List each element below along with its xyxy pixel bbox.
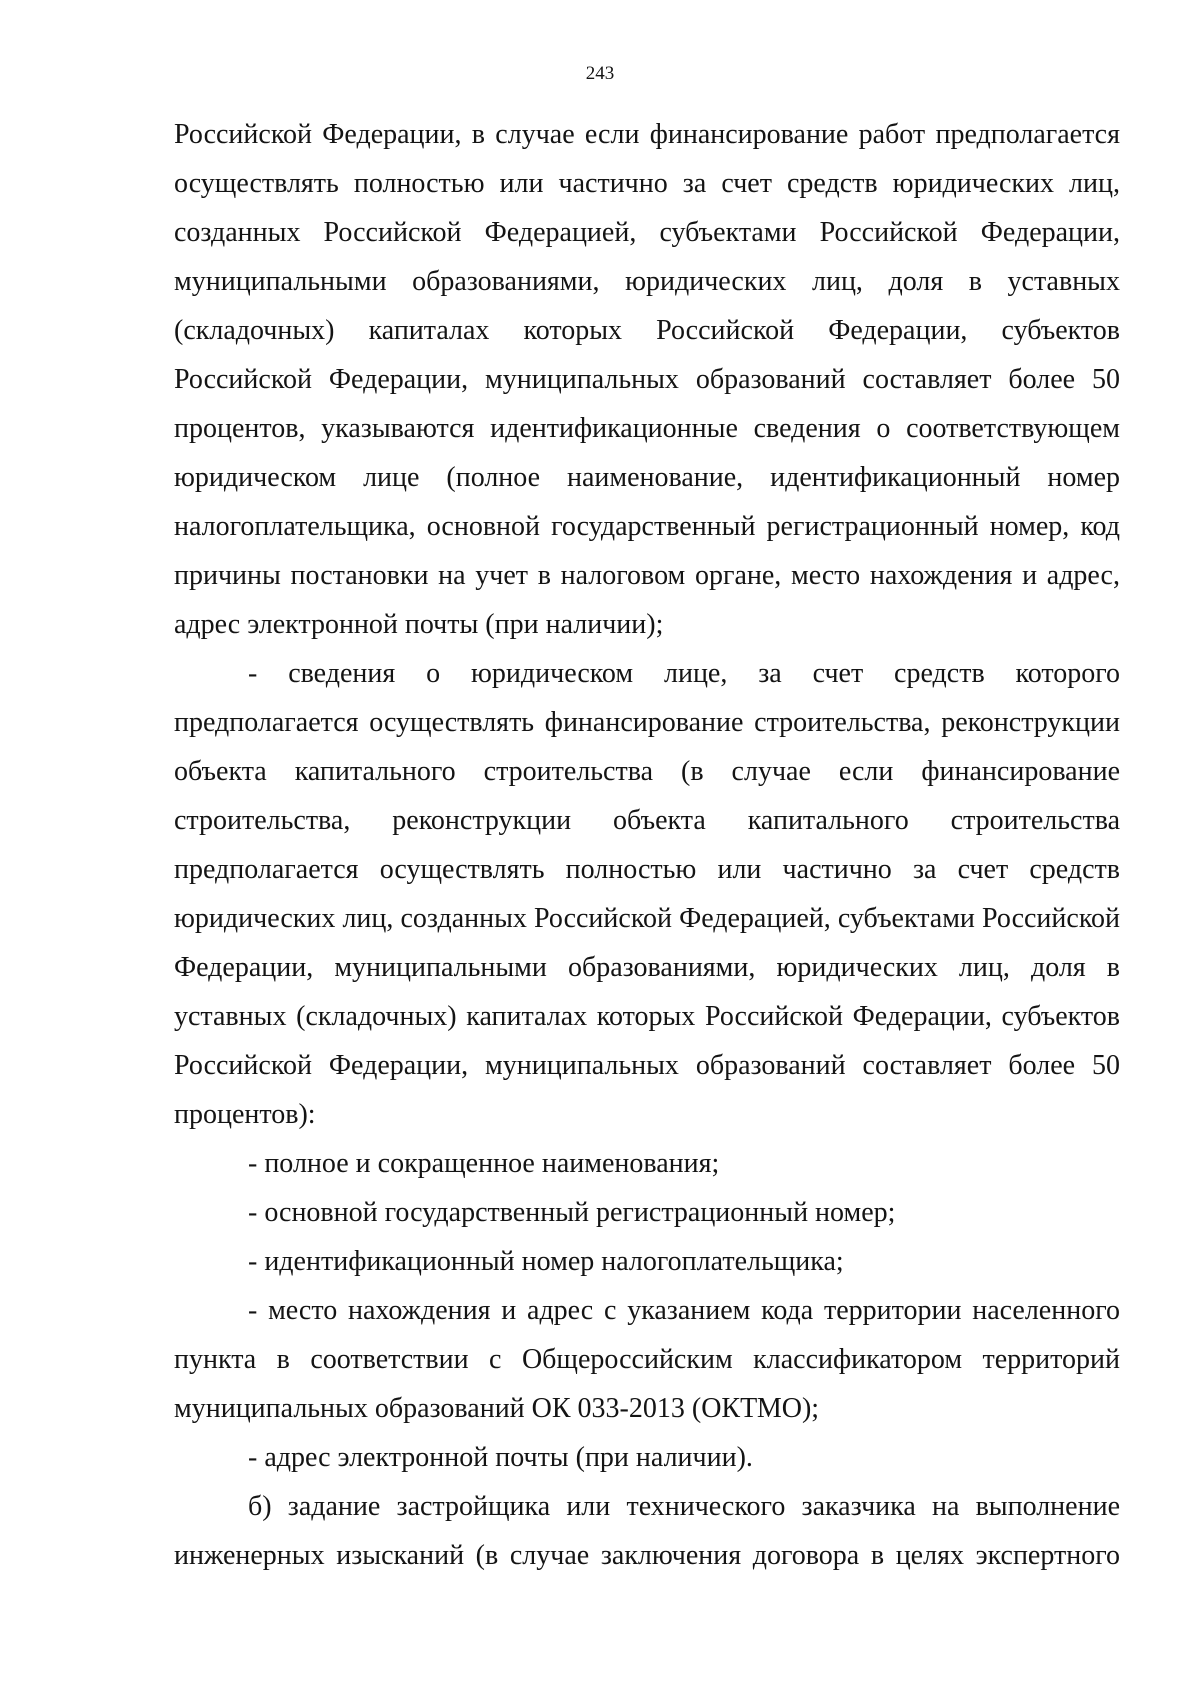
list-item-full-name: - полное и сокращенное наименования; xyxy=(248,1148,720,1179)
list-item-address: - место нахождения и адрес с указанием кода территории населенного пункта в соответствии с Общероссийским классификатором территорий муниципальных образований ОК 033-2013 (ОКТМО); xyxy=(174,1295,1120,1424)
list-item-inn: - идентификационный номер налогоплательщика; xyxy=(248,1246,844,1277)
paragraph-legal-entity-info: - сведения о юридическом лице, за счет средств которого предполагается осуществлять финансирование строительства, реконструкции объекта капитального строительства (в случае если финансирование строительства, реконструкции объекта капитального строительства предполагается осуществлять полностью или частично за счет средств юридических лиц, созданных Российской Федерацией, субъектами Российской Федерации, муниципальными образованиями, юридических лиц, доля в уставных (складочных) капиталах которых Российской Федерации, субъектов Российской Федерации, муниципальных образований составляет более 50 процентов): xyxy=(174,658,1120,1130)
paragraph-continuation: Российской Федерации, в случае если финансирование работ предполагается осуществлять полностью или частично за счет средств юридических лиц, созданных Российской Федерацией, субъектами Российской Федерации, муниципальными образованиями, юридических лиц, доля в уставных (складочных) капиталах которых Российской Федерации, субъектов Российской Федерации, муниципальных образований составляет более 50 процентов, указываются идентификационные сведения о соответствующем юридическом лице (полное наименование, идентификационный номер налогоплательщика, основной государственный регистрационный номер, код причины постановки на учет в налоговом органе, место нахождения и адрес, адрес электронной почты (при наличии); xyxy=(174,119,1120,640)
page-number: 243 xyxy=(585,63,615,84)
list-item-ogrn: - основной государственный регистрационный номер; xyxy=(248,1197,896,1228)
paragraph-b-survey-task: б) задание застройщика или технического заказчика на выполнение инженерных изысканий (в случае заключения договора в целях экспертного xyxy=(174,1491,1120,1571)
list-item-email: - адрес электронной почты (при наличии). xyxy=(248,1442,753,1473)
document-body xyxy=(174,110,1120,1580)
